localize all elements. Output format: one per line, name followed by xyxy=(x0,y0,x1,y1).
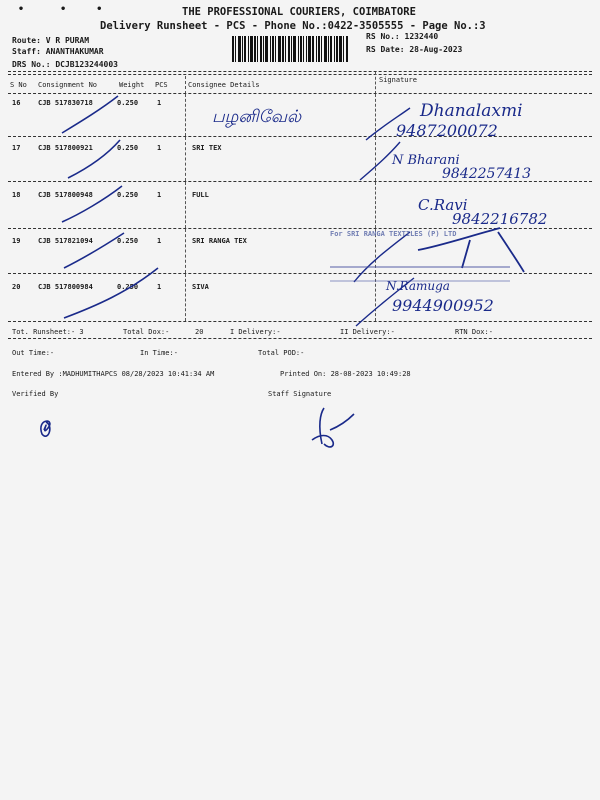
rs-date: RS Date: 28-Aug-2023 xyxy=(366,45,463,54)
row18-consignment: CJB 517800948 xyxy=(38,191,93,199)
row16-weight: 0.250 xyxy=(117,99,139,107)
verifier-signature xyxy=(30,408,150,468)
row18-weight: 0.250 xyxy=(117,191,139,199)
out-time: Out Time:- xyxy=(12,349,55,357)
totals-rule xyxy=(8,338,592,339)
staff-label: Staff: ANANTHAKUMAR xyxy=(12,47,104,56)
ii-delivery: II Delivery:- xyxy=(340,328,395,336)
row17-sno: 17 xyxy=(12,144,21,152)
row18-sno: 18 xyxy=(12,191,21,199)
row20-consignee: SIVA xyxy=(192,283,209,291)
company-title: THE PROFESSIONAL COURIERS, COIMBATORE xyxy=(182,6,416,18)
row16-sig-name: Dhanalaxmi xyxy=(420,101,523,121)
col-sno: S No xyxy=(10,81,27,89)
row19-consignee: SRI RANGA TEX xyxy=(192,237,247,245)
row16-sig-phone: 9487200072 xyxy=(396,121,498,140)
staff-signature-label: Staff Signature xyxy=(268,390,332,398)
dot-marks: • • • xyxy=(18,4,103,15)
col-pcs: PCS xyxy=(155,81,168,89)
row20-weight: 0.250 xyxy=(117,283,139,291)
row17-pcs: 1 xyxy=(157,144,162,152)
row17-sig-name: N Bharani xyxy=(392,153,460,168)
row18-sig-phone: 9842216782 xyxy=(452,210,548,228)
row20-sig-phone: 9944900952 xyxy=(392,296,494,315)
row18-consignee: FULL xyxy=(192,191,209,199)
in-time: In Time:- xyxy=(140,349,178,357)
stamp-bar xyxy=(330,266,510,282)
rs-number: RS No.: 1232440 xyxy=(366,32,439,41)
total-dox-label: Total Dox:- xyxy=(123,328,170,336)
row16-tamil-name: பழனிவேல் xyxy=(212,107,302,127)
staff-signature xyxy=(300,400,420,470)
row20-consignment: CJB 517800984 xyxy=(38,283,93,291)
col-consignee: Consignee Details xyxy=(188,81,260,89)
row16-sno: 16 xyxy=(12,99,21,107)
col-weight: Weight xyxy=(119,81,145,89)
row19-sno: 19 xyxy=(12,237,21,245)
route-label: Route: V R PURAM xyxy=(12,36,90,45)
total-dox-value: 20 xyxy=(195,328,204,336)
col-consignment: Consignment No xyxy=(38,81,98,89)
row17-weight: 0.250 xyxy=(117,144,139,152)
verified-by: Verified By xyxy=(12,390,59,398)
total-pod: Total POD:- xyxy=(258,349,305,357)
row20-sig-name: N.Ramuga xyxy=(386,279,450,293)
i-delivery: I Delivery:- xyxy=(230,328,281,336)
col-signature: Signature xyxy=(379,76,417,84)
runsheet-subtitle: Delivery Runsheet - PCS - Phone No.:0422-3505555 - Page No.:3 xyxy=(100,20,486,32)
row17-consignee: SRI TEX xyxy=(192,144,222,152)
handwriting-layer xyxy=(0,0,600,340)
row17-consignment: CJB 517800921 xyxy=(38,144,93,152)
row20-sno: 20 xyxy=(12,283,21,291)
row19-company-stamp: For SRI RANGA TEXTILES (P) LTD xyxy=(330,230,457,238)
drs-number: DRS No.: DCJB123244003 xyxy=(12,60,118,69)
row19-pcs: 1 xyxy=(157,237,162,245)
row18-sig-name: C.Ravi xyxy=(418,196,468,214)
total-runsheet: Tot. Runsheet:- 3 xyxy=(12,328,84,336)
row20-pcs: 1 xyxy=(157,283,162,291)
entered-by: Entered By :MADHUMITHAPCS 08/28/2023 10:41:34 AM xyxy=(12,370,215,378)
rtn-dox: RTN Dox:- xyxy=(455,328,493,336)
row17-sig-phone: 9842257413 xyxy=(442,166,532,182)
row18-pcs: 1 xyxy=(157,191,162,199)
row16-pcs: 1 xyxy=(157,99,162,107)
row19-weight: 0.250 xyxy=(117,237,139,245)
printed-on: Printed On: 28-08-2023 10:49:28 xyxy=(280,370,411,378)
row16-consignment: CJB 517830718 xyxy=(38,99,93,107)
row19-consignment: CJB 517821094 xyxy=(38,237,93,245)
